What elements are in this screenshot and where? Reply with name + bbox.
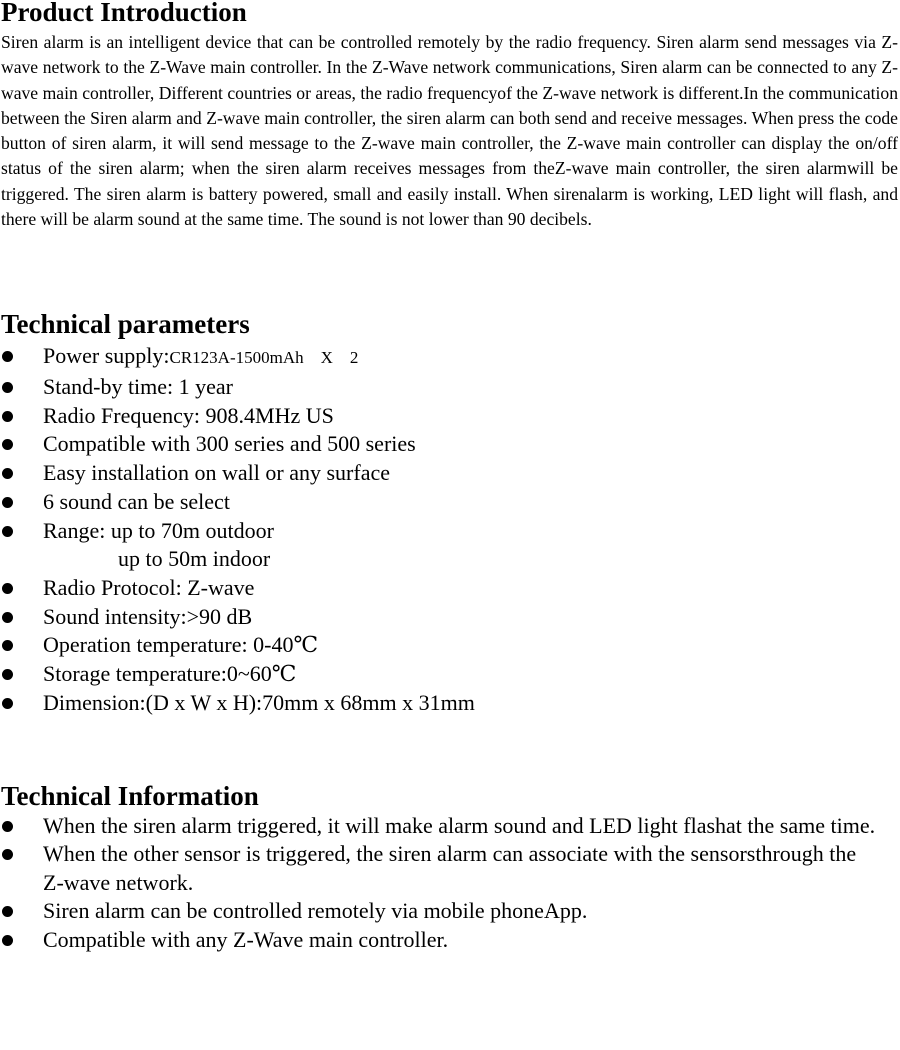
product-introduction-paragraph: Siren alarm is an intelligent device that can be controlled remotely by the radio frequency. Siren alarm send messages via Z-wave network to the Z-Wave main controller. In the Z-Wave network communications, Siren alarm can be connected to any Z-wave main controller, Different countries or areas, the radio frequencyof the Z-wave network is different.In the communication between the Siren alarm and Z-wave main controller, the siren alarm can both send and receive messages. When press the code button of siren alarm, it will send message to the Z-wave main controller, the Z-wave main controller can display the on/off status of the siren alarm; when the siren alarm receives messages from theZ-wave main controller, the siren alarmwill be triggered. The siren alarm is battery powered, small and easily install. When sirenalarm is working, LED light will flash, and there will be alarm sound at the same time. The sound is not lower than 90 decibels. (1, 32, 898, 230)
bullet-icon (2, 468, 13, 479)
technical-parameters-heading: Technical parameters (1, 309, 250, 340)
list-item (0, 926, 900, 955)
list-item (0, 689, 900, 718)
list-item (0, 840, 900, 897)
list-item-text: Operation temperature: 0-40℃ (43, 632, 319, 658)
bullet-icon (2, 849, 13, 860)
list-item (0, 342, 900, 373)
list-item-text: Stand-by time: 1 year (43, 374, 234, 400)
list-item-text: Radio Protocol: Z-wave (43, 575, 255, 600)
bullet-icon (2, 351, 13, 362)
list-item (0, 402, 900, 431)
power-supply-label: Power supply: (43, 343, 170, 369)
bullet-icon (2, 640, 13, 651)
list-item (0, 631, 900, 660)
bullet-icon (2, 906, 13, 917)
bullet-icon (2, 439, 13, 450)
list-item (0, 373, 900, 402)
list-item-text: Compatible with 300 series and 500 series (43, 431, 416, 457)
bullet-icon (2, 935, 13, 946)
list-item-text: 6 sound can be select (43, 488, 230, 514)
range-outdoor-text: Range: up to 70m outdoor (43, 517, 274, 543)
product-introduction-heading: Product Introduction (1, 0, 247, 27)
list-item-text: Radio Frequency: 908.4MHz US (43, 402, 334, 428)
bullet-icon (2, 583, 13, 594)
bullet-icon (2, 497, 13, 508)
list-item (0, 812, 900, 841)
bullet-icon (2, 612, 13, 623)
range-indoor-text: up to 50m indoor (118, 546, 271, 572)
list-item-text: Siren alarm can be controlled remotely via mobile phoneApp. (43, 898, 588, 924)
list-item (0, 660, 900, 689)
list-item-text: Storage temperature:0~60℃ (43, 661, 297, 687)
list-item-text: Easy installation on wall or any surface (43, 460, 391, 486)
list-item (0, 603, 900, 632)
bullet-icon (2, 669, 13, 680)
power-supply-value: CR123A-1500mAh X 2 (169, 348, 359, 368)
bullet-icon (2, 526, 13, 537)
list-item (0, 897, 900, 926)
list-item (0, 574, 900, 603)
list-item (0, 517, 900, 574)
bullet-icon (2, 411, 13, 422)
technical-information-heading: Technical Information (1, 780, 259, 811)
list-item-text: Compatible with any Z-Wave main controller. (43, 926, 449, 952)
list-item (0, 459, 900, 488)
list-item (0, 430, 900, 459)
technical-parameters-list (0, 342, 900, 717)
list-item-text: When the siren alarm triggered, it will make alarm sound and LED light flashat the same time. (43, 812, 876, 838)
list-item-text: Dimension:(D x W x H):70mm x 68mm x 31mm (43, 689, 475, 715)
bullet-icon (2, 821, 13, 832)
list-item-text: Sound intensity:>90 dB (43, 603, 253, 629)
list-item (0, 488, 900, 517)
technical-information-list (0, 812, 900, 955)
bullet-icon (2, 698, 13, 709)
bullet-icon (2, 382, 13, 393)
list-item-text: When the other sensor is triggered, the siren alarm can associate with the sensorsthrough the Z-wave network. (43, 841, 857, 895)
